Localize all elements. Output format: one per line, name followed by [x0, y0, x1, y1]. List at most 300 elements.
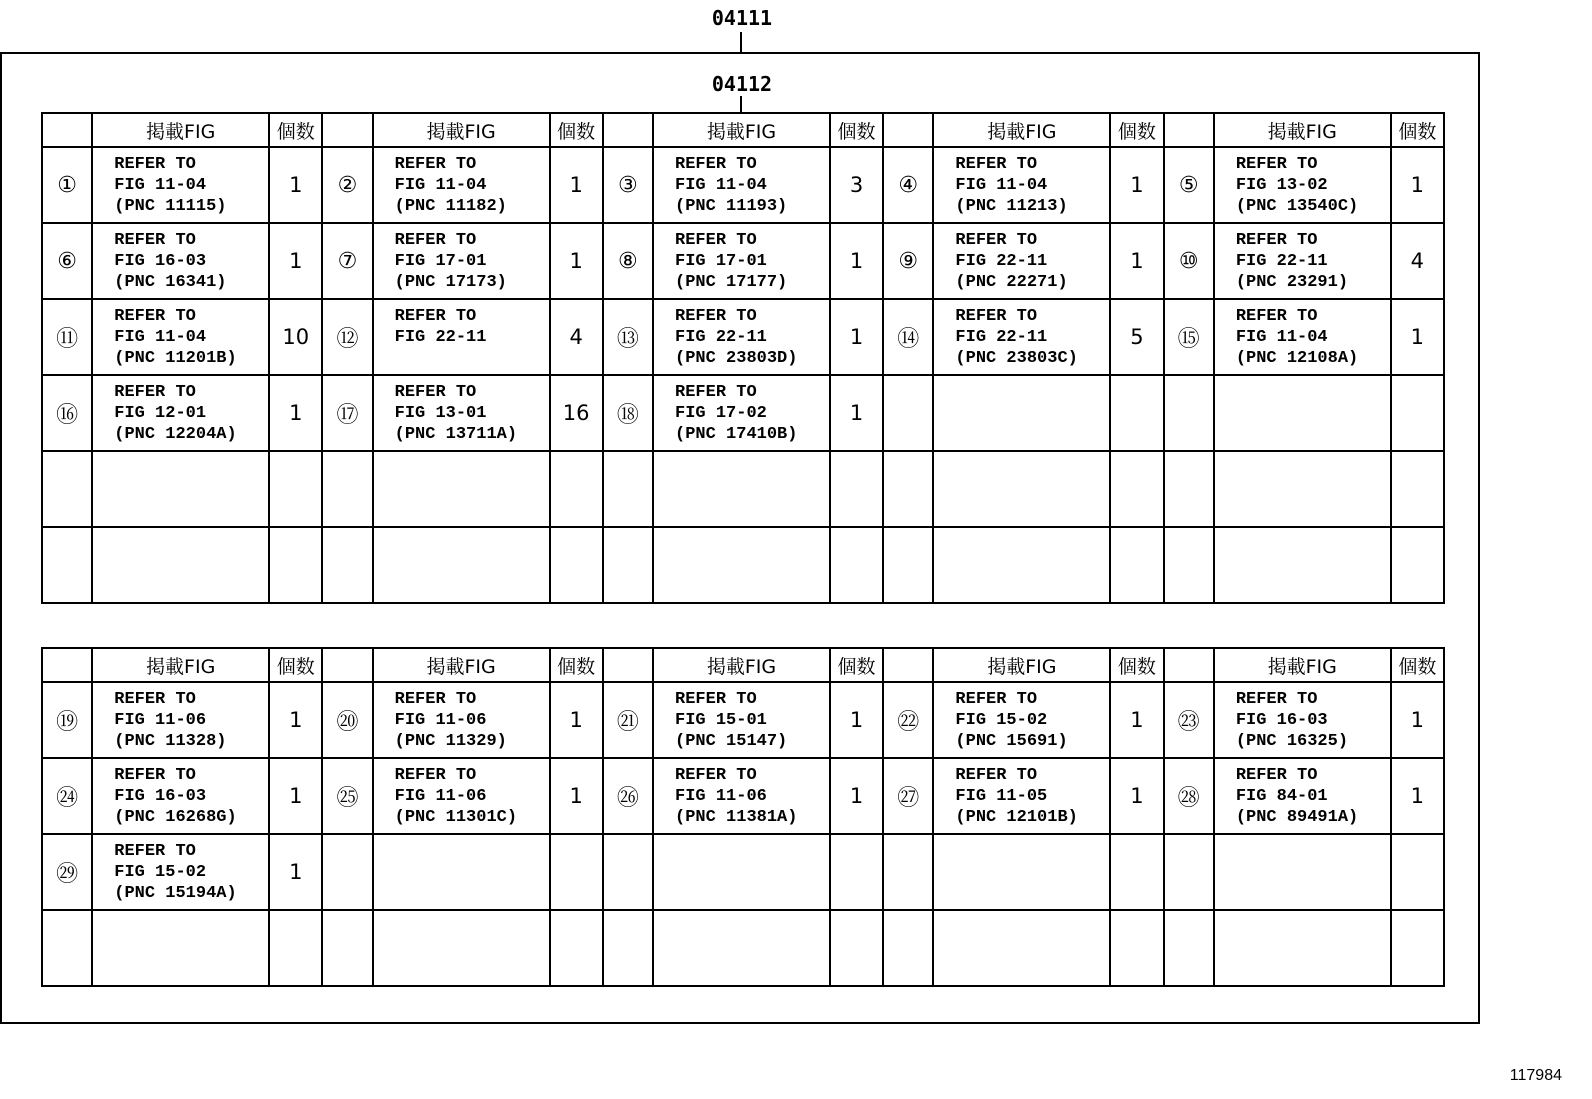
fig-reference — [373, 223, 550, 299]
top-part-code: 04111 — [711, 6, 773, 30]
fig-reference-line: FIG 11-04 — [955, 175, 1048, 195]
header-qty: 個数 — [1391, 648, 1444, 682]
header-number-cell — [883, 113, 933, 147]
fig-reference-line — [675, 458, 829, 479]
fig-reference-line: (PNC 23803D) — [675, 348, 798, 368]
fig-reference-line: REFER TO — [114, 230, 196, 250]
quantity: 1 — [1110, 223, 1163, 299]
quantity: 1 — [269, 223, 322, 299]
item-number — [603, 910, 653, 986]
quantity: 10 — [269, 299, 322, 375]
header-number-cell — [1164, 648, 1214, 682]
fig-reference-line: (PNC 13540C) — [1235, 196, 1359, 216]
item-number: ⑨ — [883, 223, 933, 299]
item-number: ⑦ — [322, 223, 372, 299]
fig-reference-line — [955, 382, 1109, 403]
fig-reference-line — [1236, 938, 1390, 959]
table-row — [42, 223, 1444, 299]
fig-reference — [92, 682, 269, 758]
fig-reference — [933, 834, 1110, 910]
fig-reference — [92, 451, 269, 527]
item-number: ② — [322, 147, 372, 223]
fig-reference — [373, 299, 550, 375]
fig-reference-line: (PNC 11381A) — [675, 807, 798, 827]
fig-reference-line: (PNC 11115) — [114, 196, 227, 216]
fig-reference-line: REFER TO — [394, 230, 477, 250]
quantity: 1 — [269, 758, 322, 834]
fig-reference — [92, 147, 269, 223]
fig-reference — [933, 451, 1110, 527]
item-number — [883, 527, 933, 603]
fig-reference-line — [114, 500, 268, 521]
quantity: 1 — [1110, 682, 1163, 758]
fig-reference-line — [395, 576, 549, 597]
fig-reference-line: REFER TO — [394, 382, 477, 402]
fig-reference-line — [114, 458, 268, 479]
fig-reference-line: FIG 15-02 — [114, 862, 207, 882]
fig-reference-line — [114, 959, 268, 980]
fig-reference-line: FIG 17-01 — [394, 251, 487, 271]
header-qty: 個数 — [1391, 113, 1444, 147]
fig-reference-line: REFER TO — [114, 154, 196, 174]
quantity: 5 — [1110, 299, 1163, 375]
header-fig: 掲載FIG — [373, 648, 550, 682]
item-number: ㉓ — [1164, 682, 1214, 758]
fig-reference — [92, 527, 269, 603]
fig-reference-line: REFER TO — [1235, 230, 1318, 250]
fig-reference-line: REFER TO — [675, 306, 757, 326]
fig-reference-line: (PNC 22271) — [955, 272, 1068, 292]
fig-reference-line: REFER TO — [1235, 689, 1318, 709]
item-number: ⑩ — [1164, 223, 1214, 299]
fig-reference-line: (PNC 16268G) — [114, 807, 237, 827]
fig-reference — [653, 758, 830, 834]
fig-reference-line — [1236, 841, 1390, 862]
fig-reference-line: (PNC 16325) — [1235, 731, 1349, 751]
fig-reference-line: FIG 11-04 — [114, 175, 207, 195]
quantity — [1391, 375, 1444, 451]
image-id-label: 117984 — [1509, 1067, 1562, 1084]
item-number: ⑳ — [322, 682, 372, 758]
table-row — [42, 375, 1444, 451]
item-number — [603, 527, 653, 603]
fig-reference-line: FIG 11-04 — [394, 175, 487, 195]
fig-reference-line: (PNC 17173) — [394, 272, 507, 292]
item-number: ⑥ — [42, 223, 92, 299]
fig-reference-line: FIG 16-03 — [114, 251, 207, 271]
fig-reference-line — [955, 938, 1109, 959]
fig-reference-line — [955, 534, 1109, 555]
quantity — [1110, 910, 1163, 986]
quantity: 1 — [269, 682, 322, 758]
fig-reference — [373, 375, 550, 451]
fig-reference-line: FIG 22-11 — [955, 251, 1048, 271]
fig-reference-line: FIG 15-02 — [955, 710, 1048, 730]
fig-reference-line — [955, 841, 1109, 862]
fig-reference — [373, 910, 550, 986]
quantity — [830, 910, 883, 986]
item-number: ㉙ — [42, 834, 92, 910]
item-number: ⑭ — [883, 299, 933, 375]
quantity — [1110, 451, 1163, 527]
fig-reference — [653, 147, 830, 223]
item-number: ㉗ — [883, 758, 933, 834]
header-number-cell — [322, 648, 372, 682]
fig-reference-line: REFER TO — [675, 382, 757, 402]
fig-reference-line: (PNC 11213) — [955, 196, 1068, 216]
fig-reference — [653, 527, 830, 603]
fig-reference — [933, 910, 1110, 986]
quantity: 1 — [550, 223, 603, 299]
quantity: 4 — [1391, 223, 1444, 299]
header-number-cell — [883, 648, 933, 682]
quantity: 1 — [269, 834, 322, 910]
header-number-cell — [1164, 113, 1214, 147]
quantity: 1 — [1391, 758, 1444, 834]
item-number — [603, 834, 653, 910]
fig-reference-line — [114, 534, 268, 555]
fig-reference-line — [675, 862, 829, 883]
fig-reference-line: REFER TO — [394, 154, 477, 174]
item-number: ⑯ — [42, 375, 92, 451]
fig-reference-line: REFER TO — [394, 765, 477, 785]
fig-reference-line: FIG 16-03 — [1235, 710, 1328, 730]
fig-reference-line: FIG 12-01 — [114, 403, 207, 423]
fig-reference — [933, 682, 1110, 758]
fig-reference-line — [955, 555, 1109, 576]
fig-reference-line — [395, 534, 549, 555]
header-fig: 掲載FIG — [1214, 648, 1391, 682]
quantity — [269, 910, 322, 986]
fig-reference-line: REFER TO — [675, 230, 757, 250]
fig-reference — [1214, 527, 1391, 603]
fig-reference-line: (PNC 16341) — [114, 272, 227, 292]
quantity — [1391, 834, 1444, 910]
fig-reference-line — [395, 479, 549, 500]
fig-reference — [653, 834, 830, 910]
quantity — [550, 910, 603, 986]
fig-reference — [653, 682, 830, 758]
item-number: ⑫ — [322, 299, 372, 375]
fig-reference-line: FIG 11-04 — [1235, 327, 1328, 347]
item-number: ㉑ — [603, 682, 653, 758]
fig-reference-line — [1236, 479, 1390, 500]
fig-reference-line — [395, 458, 549, 479]
table-header-row — [42, 648, 1444, 682]
item-number: ㉒ — [883, 682, 933, 758]
table-row — [42, 834, 1444, 910]
fig-reference — [373, 451, 550, 527]
fig-reference-line — [114, 555, 268, 576]
fig-reference-line — [1236, 883, 1390, 904]
fig-reference-line: FIG 22-11 — [394, 327, 487, 347]
fig-reference-line: (PNC 17410B) — [675, 424, 798, 444]
fig-reference-line: (PNC 11182) — [394, 196, 507, 216]
fig-reference — [1214, 451, 1391, 527]
fig-reference-line — [955, 576, 1109, 597]
quantity — [1110, 527, 1163, 603]
fig-reference-line: FIG 13-01 — [394, 403, 487, 423]
quantity: 1 — [1110, 147, 1163, 223]
item-number — [322, 451, 372, 527]
fig-reference-line — [395, 500, 549, 521]
quantity — [550, 834, 603, 910]
fig-reference-line: FIG 84-01 — [1235, 786, 1328, 806]
fig-reference-line: (PNC 17177) — [675, 272, 788, 292]
fig-reference-line: REFER TO — [114, 841, 196, 861]
header-fig: 掲載FIG — [1214, 113, 1391, 147]
fig-reference-line: REFER TO — [955, 306, 1038, 326]
header-fig: 掲載FIG — [373, 113, 550, 147]
fig-reference-line: FIG 16-03 — [114, 786, 207, 806]
fig-reference-line — [675, 479, 829, 500]
fig-reference-line — [955, 959, 1109, 980]
header-qty: 個数 — [830, 648, 883, 682]
quantity: 1 — [830, 758, 883, 834]
quantity: 4 — [550, 299, 603, 375]
fig-reference-line — [395, 348, 549, 369]
item-number: ① — [42, 147, 92, 223]
fig-reference-line: REFER TO — [955, 765, 1038, 785]
quantity: 1 — [1391, 299, 1444, 375]
fig-reference-line: REFER TO — [955, 154, 1038, 174]
header-qty: 個数 — [269, 113, 322, 147]
item-number: ㉕ — [322, 758, 372, 834]
fig-reference-line: (PNC 15147) — [675, 731, 788, 751]
fig-reference-line — [1236, 500, 1390, 521]
table-row — [42, 451, 1444, 527]
fig-reference-line: (PNC 15194A) — [114, 883, 237, 903]
fig-reference-line: (PNC 12204A) — [114, 424, 237, 444]
fig-reference — [933, 527, 1110, 603]
quantity — [1391, 910, 1444, 986]
item-number: ⑰ — [322, 375, 372, 451]
item-number — [883, 910, 933, 986]
item-number: ⑲ — [42, 682, 92, 758]
quantity: 3 — [830, 147, 883, 223]
fig-reference — [373, 527, 550, 603]
item-number: ⑮ — [1164, 299, 1214, 375]
fig-reference-line — [395, 883, 549, 904]
fig-reference-line — [675, 841, 829, 862]
fig-reference-line: (PNC 11201B) — [114, 348, 237, 368]
quantity — [1110, 834, 1163, 910]
quantity: 1 — [550, 758, 603, 834]
fig-reference — [92, 299, 269, 375]
fig-reference — [1214, 299, 1391, 375]
fig-reference-line: (PNC 11328) — [114, 731, 227, 751]
quantity — [269, 527, 322, 603]
item-number: ㉖ — [603, 758, 653, 834]
parts-table-1 — [41, 112, 1445, 604]
fig-reference-line — [675, 534, 829, 555]
quantity — [830, 451, 883, 527]
quantity: 1 — [1110, 758, 1163, 834]
fig-reference-line: REFER TO — [1235, 154, 1318, 174]
header-fig: 掲載FIG — [653, 648, 830, 682]
fig-reference-line: REFER TO — [114, 382, 196, 402]
fig-reference — [933, 299, 1110, 375]
fig-reference — [933, 147, 1110, 223]
parts-table-2 — [41, 647, 1445, 987]
fig-reference-line — [395, 555, 549, 576]
item-number: ⑪ — [42, 299, 92, 375]
quantity — [1391, 527, 1444, 603]
fig-reference-line: REFER TO — [675, 689, 757, 709]
item-number: ㉘ — [1164, 758, 1214, 834]
table-row — [42, 147, 1444, 223]
fig-reference-line: FIG 11-06 — [114, 710, 207, 730]
fig-reference-line: REFER TO — [1235, 765, 1318, 785]
item-number: ⑤ — [1164, 147, 1214, 223]
fig-reference-line — [955, 862, 1109, 883]
item-number — [883, 375, 933, 451]
item-number — [42, 527, 92, 603]
item-number: ⑧ — [603, 223, 653, 299]
fig-reference — [1214, 682, 1391, 758]
fig-reference-line — [955, 917, 1109, 938]
fig-reference-line: FIG 11-06 — [394, 786, 487, 806]
fig-reference — [1214, 147, 1391, 223]
item-number: ③ — [603, 147, 653, 223]
quantity — [269, 451, 322, 527]
fig-reference-line: FIG 17-02 — [675, 403, 767, 423]
fig-reference-line: REFER TO — [675, 765, 757, 785]
fig-reference-line — [114, 917, 268, 938]
fig-reference-line — [955, 403, 1109, 424]
quantity: 1 — [830, 375, 883, 451]
quantity — [830, 834, 883, 910]
fig-reference-line: FIG 11-06 — [394, 710, 487, 730]
table-row — [42, 682, 1444, 758]
header-fig: 掲載FIG — [92, 648, 269, 682]
quantity: 1 — [830, 299, 883, 375]
fig-reference — [1214, 375, 1391, 451]
fig-reference-line: FIG 22-11 — [675, 327, 767, 347]
fig-reference-line: REFER TO — [1235, 306, 1318, 326]
fig-reference-line: REFER TO — [114, 765, 196, 785]
fig-reference-line: FIG 17-01 — [675, 251, 767, 271]
quantity — [550, 527, 603, 603]
fig-reference — [373, 147, 550, 223]
fig-reference-line — [955, 500, 1109, 521]
fig-reference-line: REFER TO — [394, 306, 477, 326]
fig-reference-line: (PNC 12101B) — [955, 807, 1078, 827]
item-number — [1164, 375, 1214, 451]
fig-reference-line — [1236, 576, 1390, 597]
fig-reference-line — [955, 883, 1109, 904]
item-number — [883, 834, 933, 910]
fig-reference-line: REFER TO — [955, 689, 1038, 709]
fig-reference-line — [1236, 424, 1390, 445]
fig-reference-line — [395, 841, 549, 862]
fig-reference — [653, 223, 830, 299]
quantity — [830, 527, 883, 603]
item-number: ⑱ — [603, 375, 653, 451]
quantity — [1391, 451, 1444, 527]
fig-reference — [373, 758, 550, 834]
fig-reference — [653, 375, 830, 451]
fig-reference — [1214, 758, 1391, 834]
fig-reference-line: FIG 11-04 — [675, 175, 767, 195]
item-number — [322, 527, 372, 603]
header-fig: 掲載FIG — [92, 113, 269, 147]
fig-reference-line — [675, 938, 829, 959]
fig-reference — [92, 758, 269, 834]
item-number: ④ — [883, 147, 933, 223]
fig-reference — [92, 223, 269, 299]
header-qty: 個数 — [550, 648, 603, 682]
fig-reference — [1214, 910, 1391, 986]
top-connector-line — [740, 32, 742, 52]
item-number — [42, 451, 92, 527]
header-qty: 個数 — [1110, 648, 1163, 682]
header-number-cell — [42, 648, 92, 682]
fig-reference-line — [955, 424, 1109, 445]
header-number-cell — [603, 648, 653, 682]
fig-reference-line: FIG 22-11 — [955, 327, 1048, 347]
fig-reference — [653, 451, 830, 527]
fig-reference-line: REFER TO — [675, 154, 757, 174]
fig-reference-line — [1236, 382, 1390, 403]
header-fig: 掲載FIG — [653, 113, 830, 147]
header-fig: 掲載FIG — [933, 648, 1110, 682]
table-header-row — [42, 113, 1444, 147]
header-number-cell — [322, 113, 372, 147]
item-number — [322, 834, 372, 910]
fig-reference-line — [1236, 458, 1390, 479]
table-row — [42, 758, 1444, 834]
table-row — [42, 527, 1444, 603]
fig-reference-line — [1236, 862, 1390, 883]
fig-reference-line — [675, 576, 829, 597]
fig-reference-line — [675, 883, 829, 904]
fig-reference — [92, 375, 269, 451]
fig-reference-line — [675, 917, 829, 938]
header-fig: 掲載FIG — [933, 113, 1110, 147]
fig-reference-line: REFER TO — [955, 230, 1038, 250]
quantity — [1110, 375, 1163, 451]
fig-reference — [92, 834, 269, 910]
fig-reference-line — [395, 862, 549, 883]
fig-reference — [1214, 223, 1391, 299]
quantity: 1 — [830, 223, 883, 299]
inner-connector-line — [740, 96, 742, 112]
quantity: 1 — [269, 375, 322, 451]
fig-reference-line — [675, 555, 829, 576]
fig-reference-line — [114, 576, 268, 597]
fig-reference — [1214, 834, 1391, 910]
fig-reference-line — [955, 479, 1109, 500]
quantity: 1 — [1391, 147, 1444, 223]
header-qty: 個数 — [1110, 113, 1163, 147]
fig-reference-line: (PNC 23291) — [1235, 272, 1349, 292]
item-number — [1164, 834, 1214, 910]
fig-reference-line: FIG 22-11 — [1235, 251, 1328, 271]
header-qty: 個数 — [269, 648, 322, 682]
fig-reference-line — [1236, 403, 1390, 424]
quantity: 1 — [1391, 682, 1444, 758]
fig-reference-line — [675, 959, 829, 980]
fig-reference-line — [114, 938, 268, 959]
fig-reference-line — [1236, 534, 1390, 555]
header-qty: 個数 — [830, 113, 883, 147]
item-number — [603, 451, 653, 527]
table-row — [42, 299, 1444, 375]
fig-reference-line: (PNC 11301C) — [394, 807, 518, 827]
item-number: ㉔ — [42, 758, 92, 834]
fig-reference-line: REFER TO — [114, 306, 196, 326]
